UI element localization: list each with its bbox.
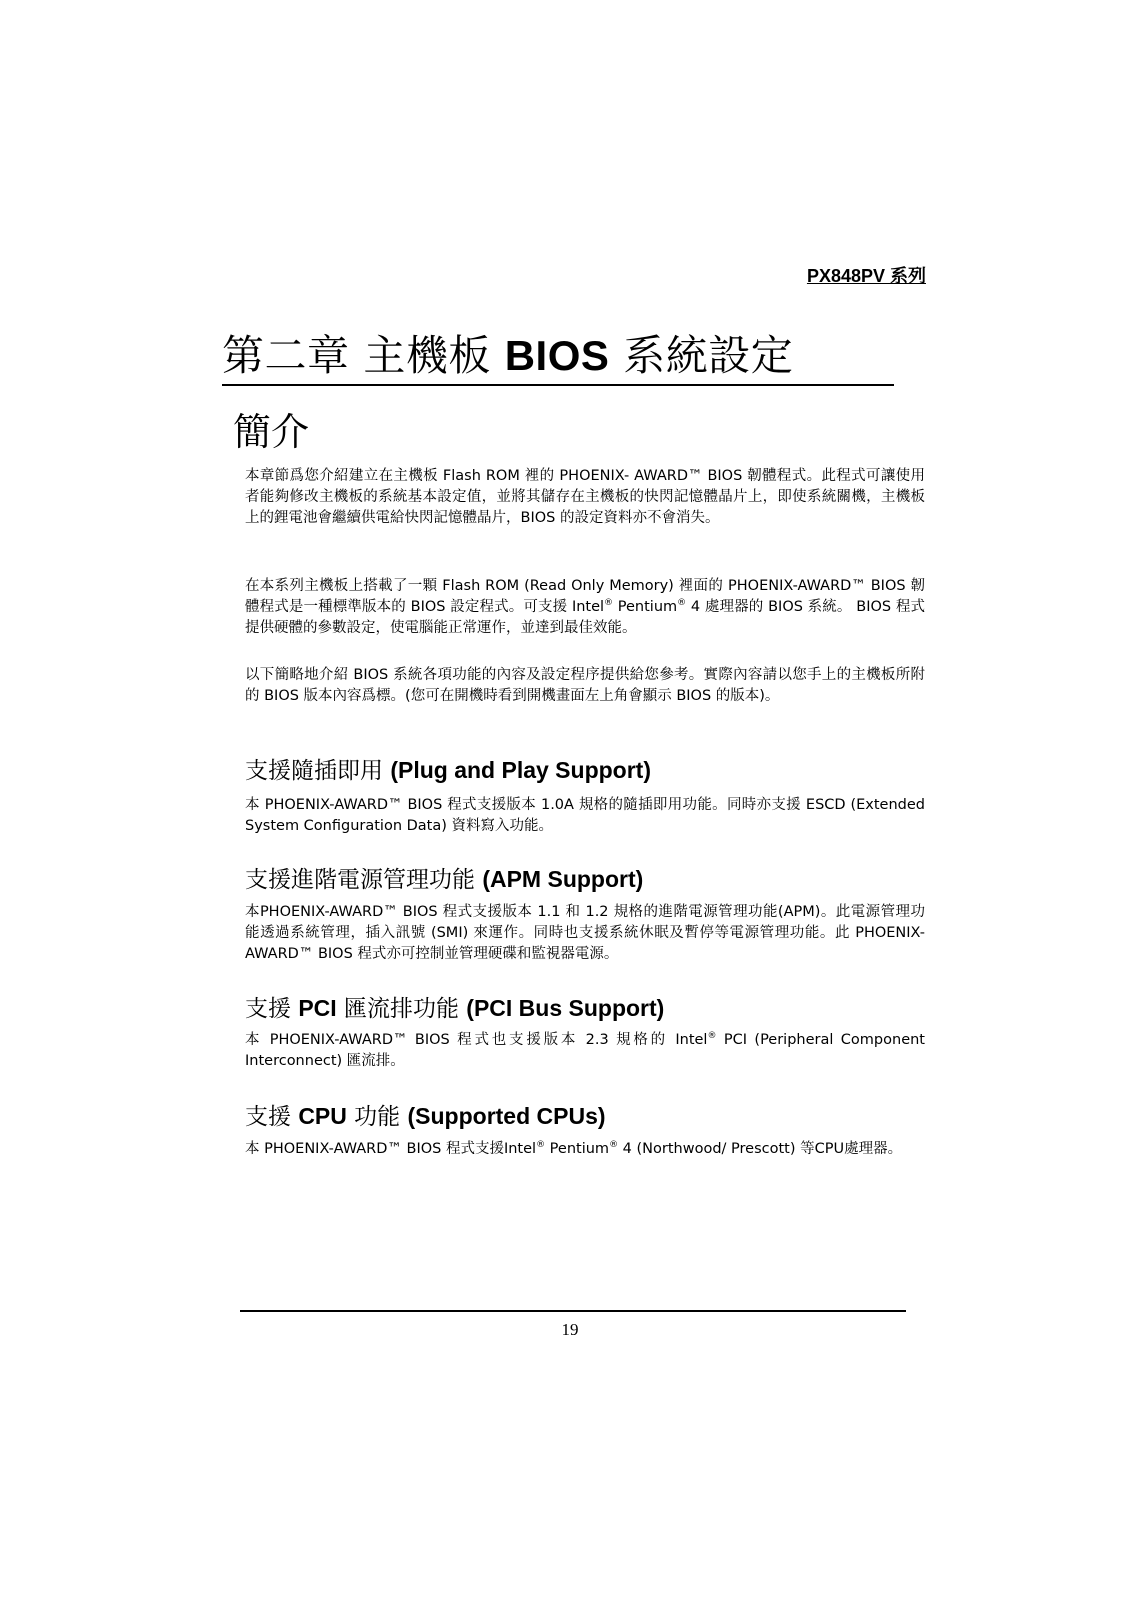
registered-mark: ® [707, 1031, 717, 1042]
chapter-title-suffix: 系統設定 [609, 331, 794, 380]
intro-paragraph-2 [245, 576, 925, 639]
registered-mark: ® [604, 598, 614, 609]
intro-paragraph-3: 以下簡略地介紹 BIOS 系統各項功能的內容及設定程序提供給您參考。實際內容請以您手上的主機板所附的 BIOS 版本內容爲標。(您可在開機時看到開機畫面左上角會顯示 BIOS 的版本)。 [245, 667, 925, 704]
page-number: 19 [561, 1320, 579, 1339]
section-heading-pci [245, 993, 664, 1024]
section-heading-apm [245, 864, 643, 895]
section-heading-pnp-en: (Plug and Play Support) [390, 757, 651, 783]
section-heading-apm-en: (APM Support) [482, 866, 644, 892]
section-body-cpu-part-c: 4 (Northwood/ Prescott) 等CPU處理器。 [618, 1141, 903, 1157]
registered-mark: ® [677, 598, 687, 609]
section-heading-cpu-zh-a: 支援 [245, 1104, 299, 1130]
section-heading-pci-zh-a: 支援 [245, 996, 299, 1022]
chapter-title-prefix: 第二章 主機板 [222, 331, 505, 380]
intro-heading: 簡介 [233, 410, 310, 454]
section-heading-pnp-zh: 支援隨插即用 [245, 758, 391, 784]
intro-paragraph-2-part-b: Pentium [613, 599, 678, 615]
section-body-cpu-part-a: 本 PHOENIX-AWARD™ BIOS 程式支援Intel [245, 1141, 537, 1157]
section-heading-cpu-acronym: CPU [298, 1103, 347, 1129]
footer-divider [240, 1310, 906, 1312]
section-body-cpu-part-b: Pentium [545, 1141, 610, 1157]
section-body-cpu [245, 1139, 925, 1160]
section-body-apm: 本PHOENIX-AWARD™ BIOS 程式支援版本 1.1 和 1.2 規格的進階電源管理功能(APM)。此電源管理功能透過系統管理，插入訊號 (SMI) 來運作。同時也支援系統休眠及暫停等電源管理功能。此 PHOENIX-AWARD™ BIOS 程式亦可控制並管理硬碟和監視器電源。 [245, 904, 925, 962]
section-heading-pci-en: (PCI Bus Support) [466, 995, 665, 1021]
registered-mark: ® [609, 1140, 619, 1151]
series-label: PX848PV 系列 [806, 266, 926, 286]
chapter-title [222, 328, 894, 386]
section-body-pnp: 本 PHOENIX-AWARD™ BIOS 程式支援版本 1.0A 規格的隨插即用功能。同時亦支援 ESCD (Extended System Configuration Data) 資料寫入功能。 [245, 797, 925, 834]
section-heading-pci-acronym: PCI [298, 995, 337, 1021]
section-body-pci-part-b: PCI (Peripheral Component Interconnect) 匯流排。 [245, 1032, 925, 1069]
section-heading-pnp [245, 755, 651, 786]
intro-paragraph-2-part-a: 在本系列主機板上搭載了一顆 Flash ROM (Read Only Memory) 裡面的 PHOENIX-AWARD™ BIOS 韌體程式是一種標準版本的 BIOS 設定程式。可支援 Intel [245, 578, 925, 615]
registered-mark: ® [536, 1140, 546, 1151]
section-body-pci-part-a: 本 PHOENIX-AWARD™ BIOS 程式也支援版本 2.3 規格的 Intel [245, 1032, 708, 1048]
section-heading-cpu-en: (Supported CPUs) [407, 1103, 606, 1129]
intro-paragraph-1: 本章節爲您介紹建立在主機板 Flash ROM 裡的 PHOENIX- AWARD™ BIOS 韌體程式。此程式可讓使用者能夠修改主機板的系統基本設定值，並將其儲存在主機板的快閃記憶體晶片上，即使系統關機，主機板上的鋰電池會繼續供電給快閃記憶體晶片，BIOS 的設定資料亦不會消失。 [245, 468, 925, 526]
intro-paragraph-2-part-c: 4 處理器的 BIOS 系統。 BIOS 程式提供硬體的參數設定，使電腦能正常運作，並達到最佳效能。 [245, 599, 925, 636]
chapter-title-bios: BIOS [504, 332, 610, 379]
section-heading-pci-zh-b: 匯流排功能 [336, 996, 467, 1022]
section-heading-cpu-zh-b: 功能 [346, 1104, 408, 1130]
section-body-pci [245, 1030, 925, 1072]
section-heading-cpu [245, 1101, 606, 1132]
section-heading-apm-zh: 支援進階電源管理功能 [245, 867, 483, 893]
